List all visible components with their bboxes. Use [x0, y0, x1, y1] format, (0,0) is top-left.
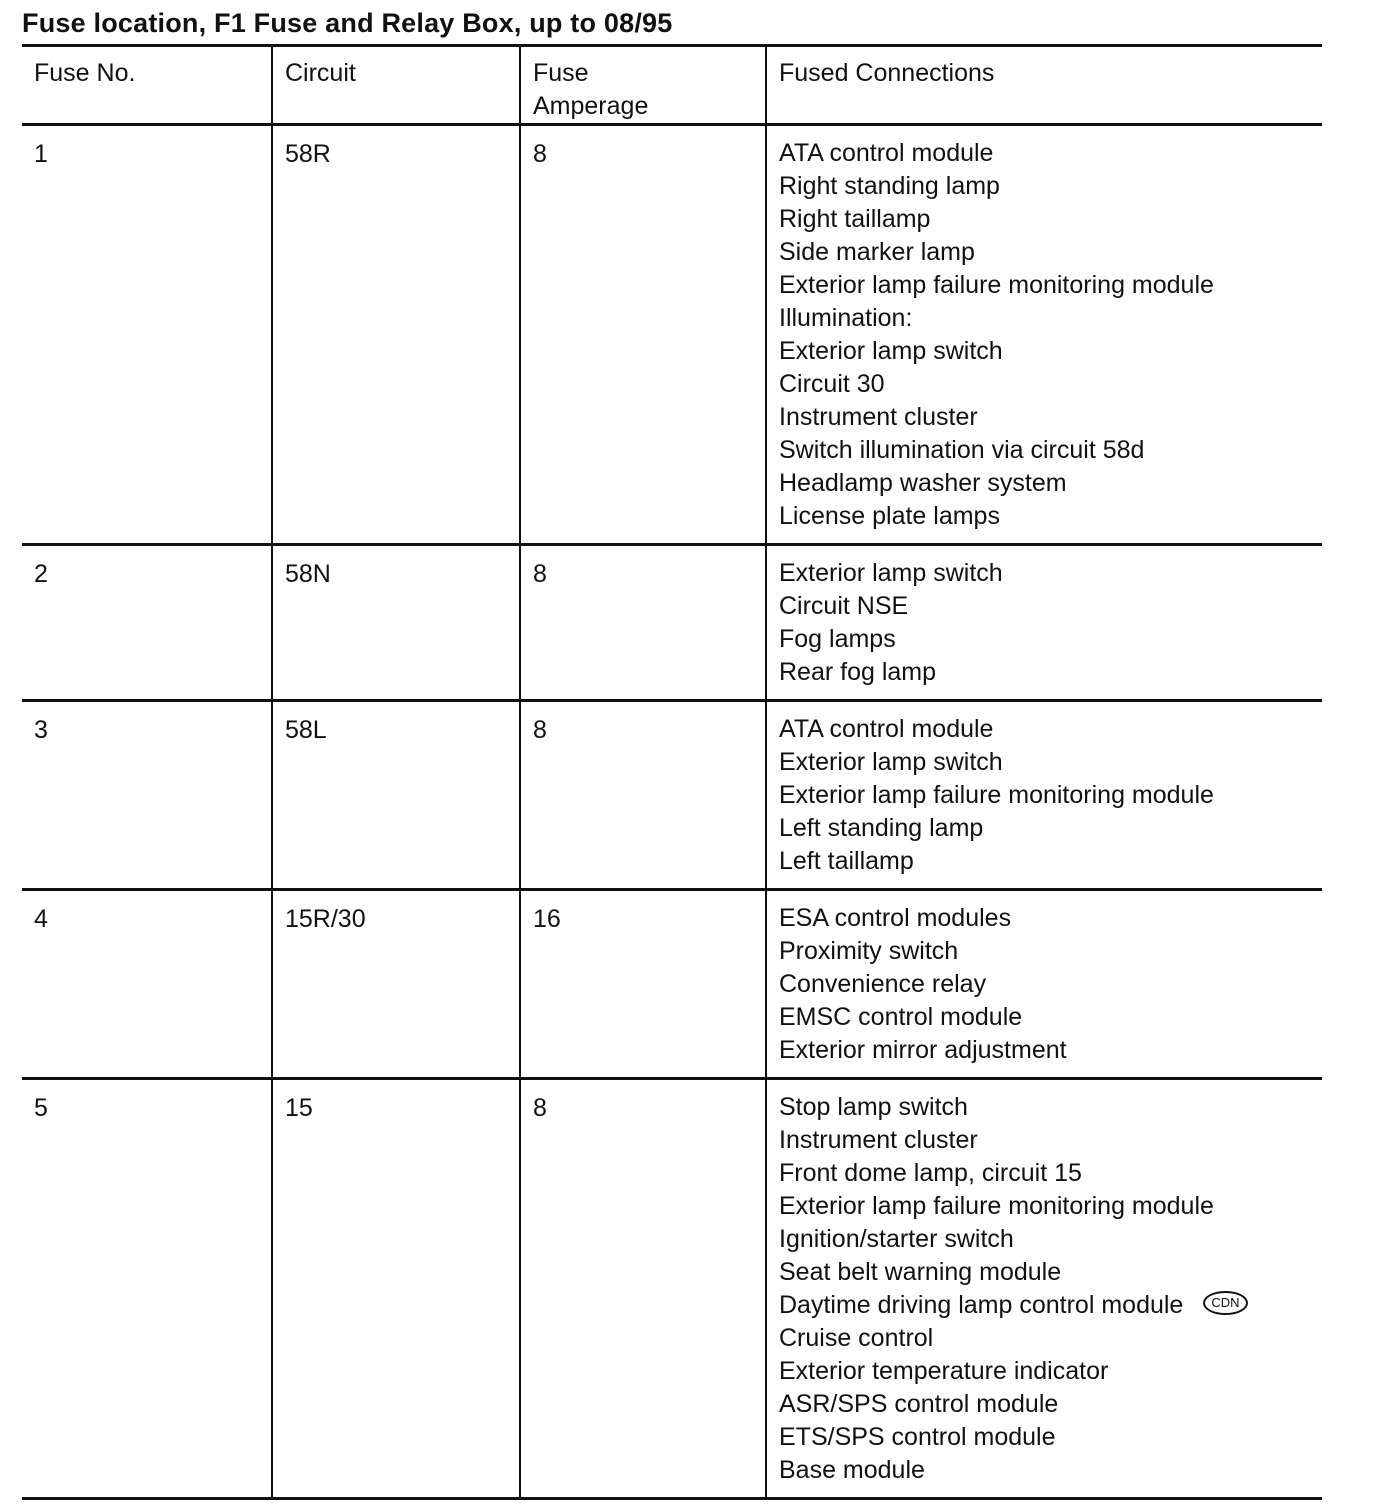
table-row	[22, 701, 1322, 890]
fused-connections-cell	[766, 545, 1322, 701]
fused-connection-item	[779, 812, 1312, 845]
fused-connection-label: Ignition/starter switch	[779, 1225, 1014, 1253]
fuse-table	[22, 44, 1322, 1500]
fused-connection-item	[779, 500, 1312, 533]
fused-connection-item	[779, 269, 1312, 302]
circuit-cell: 58N	[272, 545, 520, 701]
fused-connection-item	[779, 968, 1312, 1001]
fuse-number-cell: 4	[34, 905, 48, 933]
table-row	[22, 890, 1322, 1079]
fused-connection-label: Convenience relay	[779, 970, 987, 998]
fused-connection-label: Circuit NSE	[779, 592, 909, 620]
amperage-cell: 8	[520, 1079, 766, 1499]
fused-connection-label: Headlamp washer system	[779, 469, 1067, 497]
fused-connection-item	[779, 1001, 1312, 1034]
fused-connection-item	[779, 1421, 1312, 1454]
fused-connection-label: Exterior lamp failure monitoring module	[779, 1192, 1214, 1220]
fused-connection-label: Seat belt warning module	[779, 1258, 1062, 1286]
fused-connection-label: Circuit 30	[779, 370, 885, 398]
fused-connections-cell	[766, 1079, 1322, 1499]
fused-connection-label: Fog lamps	[779, 625, 896, 653]
table-row	[22, 545, 1322, 701]
fused-connection-label: Rear fog lamp	[779, 658, 937, 686]
fused-connection-item	[779, 623, 1312, 656]
fuse-number-cell: 5	[34, 1094, 48, 1122]
fused-connection-item	[779, 1256, 1312, 1289]
fused-connection-label: Right standing lamp	[779, 172, 1000, 200]
fused-connection-label: License plate lamps	[779, 502, 1000, 530]
fused-connection-label: Exterior lamp switch	[779, 337, 1003, 365]
fused-connection-label: ETS/SPS control module	[779, 1423, 1056, 1451]
fused-connection-item	[779, 1355, 1312, 1388]
circuit-cell: 15	[272, 1079, 520, 1499]
fused-connection-item	[779, 1034, 1312, 1067]
fused-connection-label: Daytime driving lamp control module	[779, 1291, 1184, 1319]
fused-connection-item	[779, 590, 1312, 623]
fused-connection-label: EMSC control module	[779, 1003, 1023, 1031]
header-fuse-amperage-line2: Amperage	[533, 92, 649, 120]
fused-connection-item	[779, 845, 1312, 878]
circuit-cell: 58L	[272, 701, 520, 890]
header-fuse-amperage-line1: Fuse	[533, 59, 589, 87]
fused-connection-item	[779, 713, 1312, 746]
fused-connection-label: Proximity switch	[779, 937, 959, 965]
fused-connection-item	[779, 746, 1312, 779]
header-fuse-amperage	[520, 46, 766, 125]
fused-connection-label: Illumination:	[779, 304, 913, 332]
fuse-rows	[22, 125, 1322, 1499]
fused-connection-label: ESA control modules	[779, 904, 1012, 932]
fused-connection-label: Exterior lamp switch	[779, 748, 1003, 776]
fused-connection-item	[779, 1190, 1312, 1223]
fuse-number-cell: 2	[34, 560, 48, 588]
fused-connection-item	[779, 401, 1312, 434]
fused-connection-label: ASR/SPS control module	[779, 1390, 1059, 1418]
table-row	[22, 125, 1322, 545]
fused-connections-cell	[766, 125, 1322, 545]
fused-connection-item	[779, 1124, 1312, 1157]
fused-connection-item	[779, 935, 1312, 968]
fused-connection-item	[779, 1223, 1312, 1256]
amperage-cell: 8	[520, 701, 766, 890]
header-fuse-no: Fuse No.	[34, 59, 136, 87]
fused-connections-cell	[766, 890, 1322, 1079]
fuse-number-cell: 3	[34, 716, 48, 744]
fuse-number-cell: 1	[34, 140, 48, 168]
header-circuit: Circuit	[272, 46, 520, 125]
table-row	[22, 1079, 1322, 1499]
fused-connection-item	[779, 557, 1312, 590]
page-title: Fuse location, F1 Fuse and Relay Box, up to 08/95	[22, 8, 673, 38]
fused-connection-item	[779, 302, 1312, 335]
fused-connection-label: Switch illumination via circuit 58d	[779, 436, 1145, 464]
fused-connections-cell	[766, 701, 1322, 890]
fused-connection-item	[779, 902, 1312, 935]
amperage-cell: 8	[520, 125, 766, 545]
fused-connection-item	[779, 335, 1312, 368]
amperage-cell: 8	[520, 545, 766, 701]
fused-connection-item	[779, 1157, 1312, 1190]
fused-connection-item	[779, 1322, 1312, 1355]
fused-connection-label: ATA control module	[779, 715, 994, 743]
circuit-cell: 15R/30	[272, 890, 520, 1079]
circuit-cell: 58R	[272, 125, 520, 545]
fused-connection-item	[779, 779, 1312, 812]
header-fused-connections: Fused Connections	[766, 46, 1322, 125]
fused-connection-label: Exterior temperature indicator	[779, 1357, 1109, 1385]
fused-connection-item	[779, 1091, 1312, 1124]
fused-connection-label: Stop lamp switch	[779, 1093, 968, 1121]
fused-connection-label: Left taillamp	[779, 847, 914, 875]
fused-connection-label: Instrument cluster	[779, 1126, 978, 1154]
fused-connection-item	[779, 467, 1312, 500]
fused-connection-item	[779, 1454, 1312, 1487]
fused-connection-label: Cruise control	[779, 1324, 934, 1352]
amperage-cell: 16	[520, 890, 766, 1079]
fused-connection-item	[779, 137, 1312, 170]
fused-connection-label: Right taillamp	[779, 205, 931, 233]
fused-connection-label: ATA control module	[779, 139, 994, 167]
fused-connection-label: Exterior lamp failure monitoring module	[779, 271, 1214, 299]
cdn-badge: CDN	[1203, 1291, 1247, 1315]
fused-connection-label: Exterior mirror adjustment	[779, 1036, 1067, 1064]
table-header-row	[22, 46, 1322, 125]
fused-connection-label: Exterior lamp failure monitoring module	[779, 781, 1214, 809]
fused-connection-item	[779, 170, 1312, 203]
fused-connection-item	[779, 1289, 1312, 1322]
fused-connection-label: Base module	[779, 1456, 925, 1484]
fused-connection-item	[779, 203, 1312, 236]
fused-connection-item	[779, 656, 1312, 689]
fused-connection-label: Instrument cluster	[779, 403, 978, 431]
fused-connection-item	[779, 1388, 1312, 1421]
fused-connection-item	[779, 434, 1312, 467]
fused-connection-label: Side marker lamp	[779, 238, 975, 266]
fused-connection-item	[779, 236, 1312, 269]
fused-connection-label: Exterior lamp switch	[779, 559, 1003, 587]
fused-connection-label: Left standing lamp	[779, 814, 984, 842]
fused-connection-label: Front dome lamp, circuit 15	[779, 1159, 1082, 1187]
fused-connection-item	[779, 368, 1312, 401]
